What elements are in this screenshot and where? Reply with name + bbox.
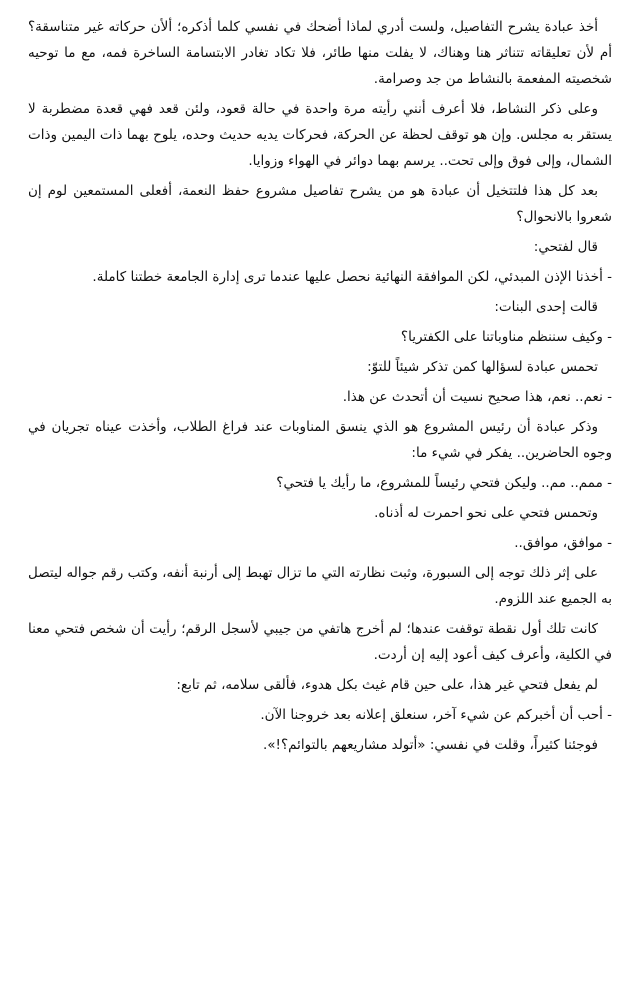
paragraph: قالت إحدى البنات:	[494, 299, 598, 315]
dialogue-line: - ممم.. مم.. وليكن فتحي رئيساً للمشروع، ما رأيك يا فتحي؟	[276, 475, 612, 491]
paragraph: بعد كل هذا فلتتخيل أن عبادة هو من يشرح تفاصيل مشروع حفظ النعمة، أفعلى المستمعين لوم إن شعروا بالانحوال؟	[28, 183, 612, 225]
paragraph: لم يفعل فتحي غير هذا، على حين قام غيث بكل هدوء، فألقى سلامه، ثم تابع:	[176, 677, 598, 693]
dialogue-line: - وكيف سننظم مناوباتنا على الكفتريا؟	[400, 329, 612, 345]
paragraph: تحمس عبادة لسؤالها كمن تذكر شيئاً للتوّ:	[367, 359, 598, 375]
document-page	[28, 14, 612, 762]
dialogue-line: - أخذنا الإذن المبدئي، لكن الموافقة النهائية نحصل عليها عندما ترى إدارة الجامعة خطتنا كاملة.	[92, 269, 612, 285]
paragraph: وعلى ذكر النشاط، فلا أعرف أنني رأيته مرة واحدة في حالة قعود، ولئن قعد فهي قعدة مضطربة لا يستقر به مجلس. وإن هو توقف لحظة عن الحركة، فحركات يديه حديث وحده، يلوح بهما ذات اليمين وذات الشمال، وإلى فوق وإلى تحت.. يرسم بهما دوائر في الهواء وزوايا.	[28, 101, 612, 169]
paragraph: على إثر ذلك توجه إلى السبورة، وثبت نظارته التي ما تزال تهبط إلى أرنبة أنفه، وكتب رقم جواله ليتصل به الجميع عند اللزوم.	[28, 565, 612, 607]
paragraph: وتحمس فتحي على نحو احمرت له أذناه.	[374, 505, 598, 521]
paragraph: وذكر عبادة أن رئيس المشروع هو الذي ينسق المناوبات عند فراغ الطلاب، وأخذت عيناه تجريان في وجوه الحاضرين.. يفكر في شيء ما:	[28, 419, 612, 461]
dialogue-line: - أحب أن أخبركم عن شيء آخر، سنعلق إعلانه بعد خروجنا الآن.	[260, 707, 612, 723]
paragraph: قال لفتحي:	[533, 239, 598, 255]
dialogue-line: - نعم.. نعم، هذا صحيح نسيت أن أتحدث عن هذا.	[342, 389, 612, 405]
dialogue-line: - موافق، موافق..	[514, 535, 612, 551]
paragraph: فوجئنا كثيراً، وقلت في نفسي: «أتولد مشاريعهم بالتوائم؟!».	[262, 737, 598, 753]
paragraph: كانت تلك أول نقطة توقفت عندها؛ لم أخرج هاتفي من جيبي لأسجل الرقم؛ رأيت أن شخص فتحي معنا في الكلية، وأعرف كيف أعود إليه إن أردت.	[28, 621, 612, 663]
paragraph: أخذ عبادة يشرح التفاصيل، ولست أدري لماذا أضحك في نفسي كلما أذكره؛ ألأن حركاته غير متناسقة؟ أم لأن تعليقاته تتناثر هنا وهناك، لا يفلت منها طائر، فلا تكاد تغادر الابتسامة الساخرة فمه، مع ما توحيه شخصيته المفعمة بالنشاط من جد وصرامة.	[28, 19, 612, 87]
